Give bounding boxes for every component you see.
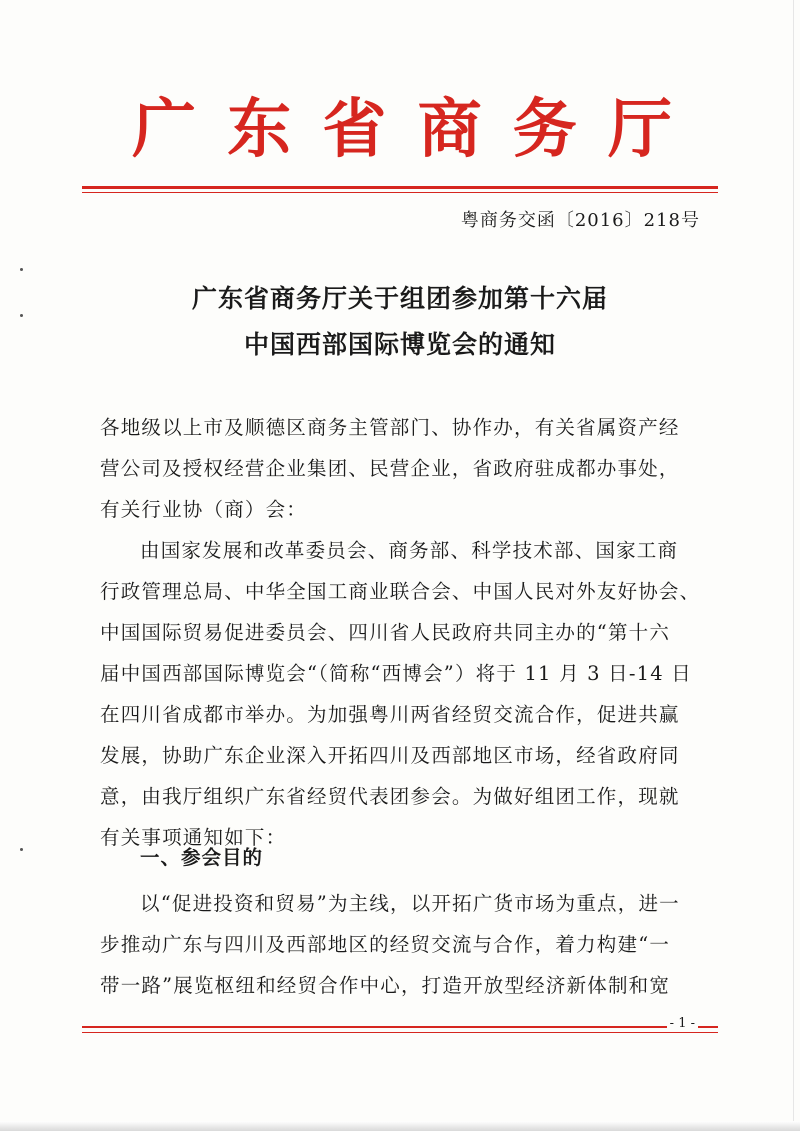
paragraph-line: 带一路”展览枢纽和经贸合作中心，打造开放型经济新体制和宽	[100, 974, 671, 997]
letterhead-char: 省	[322, 92, 387, 167]
letterhead-rule-thick	[82, 186, 718, 189]
document-number: 粤商务交函〔2016〕218号	[460, 210, 700, 231]
footer-rule-thin	[82, 1032, 718, 1033]
agency-letterhead	[132, 90, 672, 170]
document-title-line-2: 中国西部国际博览会的通知	[243, 330, 556, 359]
addressee-block	[100, 407, 700, 530]
scan-bottom-edge	[0, 1121, 800, 1131]
paragraph-line: 在四川省成都市举办。为加强粤川两省经贸交流合作，促进共赢	[100, 703, 680, 726]
body-paragraph-2	[100, 883, 700, 1006]
paragraph-line: 由国家发展和改革委员会、商务部、科学技术部、国家工商	[140, 539, 679, 562]
addressee-line: 有关行业协（商）会：	[100, 498, 308, 521]
letterhead-rule-thin	[82, 192, 718, 193]
page-number: - 1 -	[667, 1016, 698, 1031]
footer-rule-thick	[82, 1026, 718, 1028]
paragraph-line: 步推动广东与四川及西部地区的经贸交流与合作，着力构建“一	[100, 933, 671, 956]
letterhead-char: 务	[512, 92, 577, 167]
paragraph-line: 有关事项通知如下：	[100, 826, 287, 849]
paragraph-line: 以“促进投资和贸易”为主线，以开拓广货市场为重点，进一	[140, 892, 680, 915]
binding-mark	[20, 268, 23, 271]
scan-edge	[793, 0, 794, 1131]
letterhead-char: 厅	[607, 92, 672, 167]
paragraph-line: 中国国际贸易促进委员会、四川省人民政府共同主办的“第十六	[100, 621, 671, 644]
addressee-line: 营公司及授权经营企业集团、民营企业，省政府驻成都办事处，	[100, 457, 680, 480]
document-title-line-1: 广东省商务厅关于组团参加第十六届	[191, 284, 608, 313]
body-paragraph-1	[100, 530, 700, 858]
paragraph-line: 发展，协助广东企业深入开拓四川及西部地区市场，经省政府同	[100, 744, 680, 767]
section-heading: 一、参会目的	[140, 846, 264, 869]
addressee-line: 各地级以上市及顺德区商务主管部门、协作办，有关省属资产经	[100, 416, 680, 439]
paragraph-line: 意，由我厅组织广东省经贸代表团参会。为做好组团工作，现就	[100, 785, 680, 808]
binding-mark	[20, 848, 23, 851]
paragraph-line: 届中国西部国际博览会“（简称“西博会”）将于 11 月 3 日-14 日	[100, 662, 692, 685]
paragraph-line: 行政管理总局、中华全国工商业联合会、中国人民对外友好协会、	[100, 580, 701, 603]
letterhead-char: 东	[227, 92, 292, 167]
letterhead-char: 商	[417, 92, 482, 167]
letterhead-char: 广	[132, 92, 196, 167]
